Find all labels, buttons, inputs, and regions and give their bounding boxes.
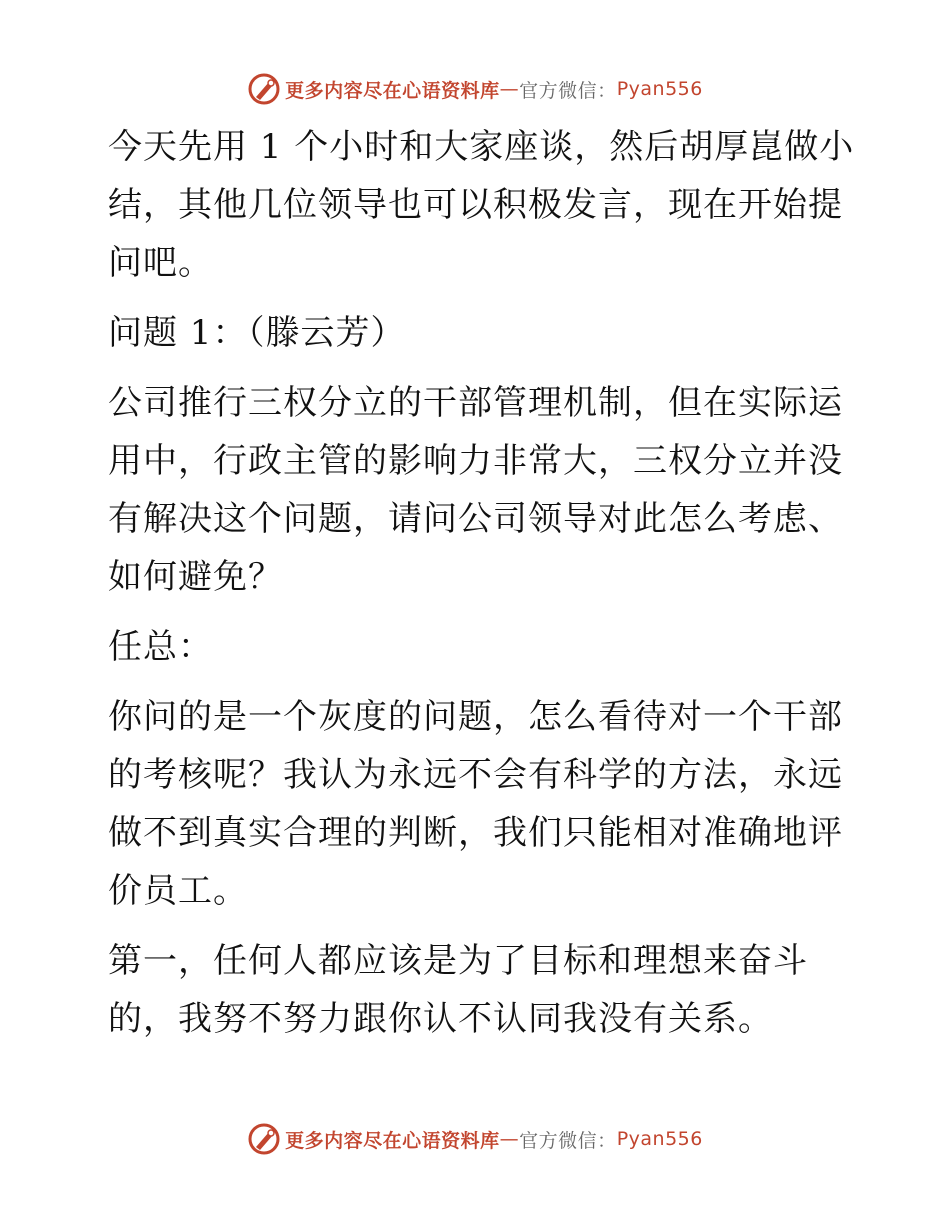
paragraph-intro: 今天先用 1 个小时和大家座谈，然后胡厚崑做小结，其他几位领导也可以积极发言，现在开始提问吧。 <box>108 127 855 283</box>
header-wechat-id: Pyan556 <box>616 78 703 100</box>
answer-point-1: 第一，任何人都应该是为了目标和理想来奋斗的，我努不努力跟你认不认同我没有关系。 <box>108 941 808 1039</box>
footer-wechat-id: Pyan556 <box>616 1128 703 1150</box>
footer-separator: — <box>499 1128 520 1150</box>
header-separator: — <box>499 78 520 100</box>
header-wechat-label: 官方微信： <box>519 79 617 102</box>
pen-logo-icon <box>247 1122 281 1156</box>
footer-wechat-label: 官方微信： <box>519 1129 617 1152</box>
speaker-label: 任总： <box>108 627 213 667</box>
header-banner <box>0 72 950 106</box>
footer-banner <box>0 1122 950 1156</box>
pen-logo-icon <box>247 72 281 106</box>
footer-brand: 更多内容尽在心语资料库 <box>285 1129 500 1152</box>
question-text: 公司推行三权分立的干部管理机制，但在实际运用中，行政主管的影响力非常大，三权分立并没有解决这个问题，请问公司领导对此怎么考虑、如何避免？ <box>108 383 843 597</box>
question-heading: 问题 1：（滕云芳） <box>108 313 406 353</box>
header-brand: 更多内容尽在心语资料库 <box>285 79 500 102</box>
document-body <box>98 118 858 1060</box>
answer-paragraph: 你问的是一个灰度的问题，怎么看待对一个干部的考核呢？我认为永远不会有科学的方法，永远做不到真实合理的判断，我们只能相对准确地评价员工。 <box>108 697 843 911</box>
